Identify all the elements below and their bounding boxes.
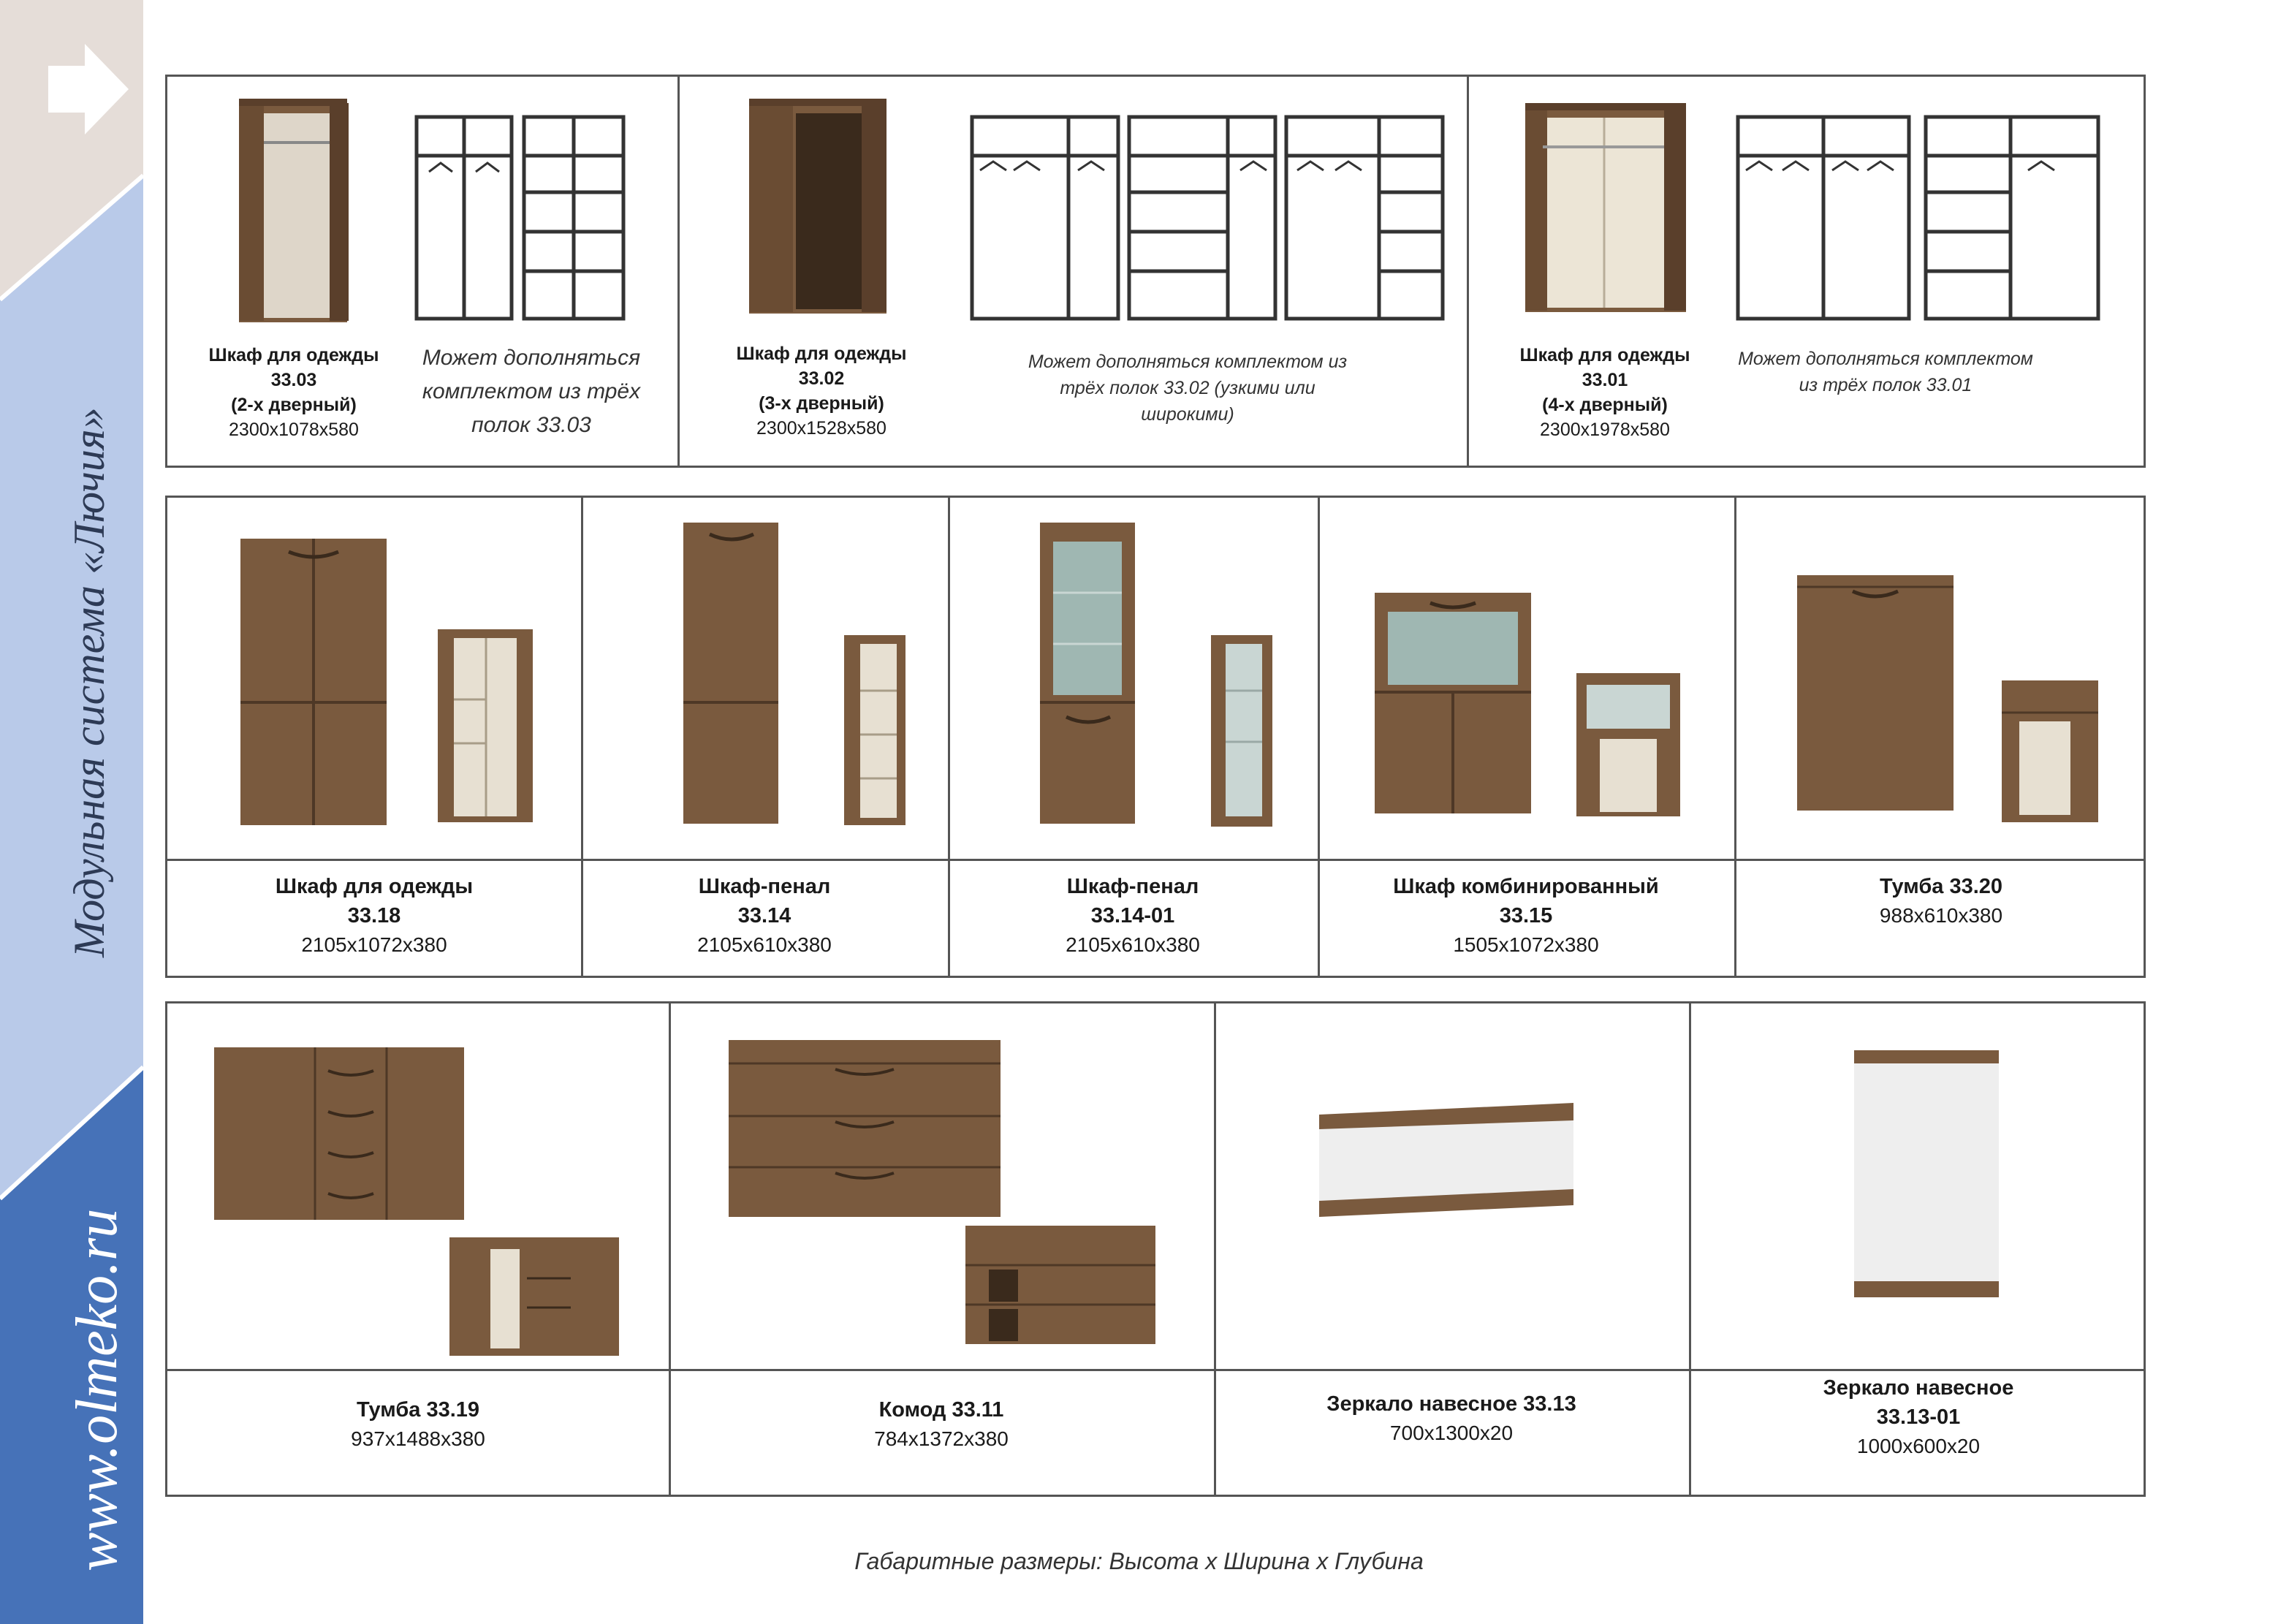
dimensions-legend: Габаритные размеры: Высота х Ширина х Глубина — [854, 1548, 1424, 1574]
website-link[interactable]: www.olmeko.ru — [65, 1208, 129, 1571]
sideboard-33-19-open-image — [447, 1234, 622, 1359]
shelves-note: Может дополняться комплектом из трёх полок 33.03 — [422, 346, 641, 437]
wardrobe-caption — [730, 341, 913, 441]
product-name: Комод 33.11 — [878, 1398, 1004, 1422]
product-dimensions: 2300x1078x580 — [229, 420, 359, 440]
product-code: 33.14 — [737, 904, 791, 927]
product-code: 33.03 — [270, 370, 317, 390]
side-band — [0, 0, 143, 1624]
sideboards-mirrors-panel — [165, 1001, 2146, 1497]
mirror-caption — [1689, 1373, 2148, 1461]
product-code: 33.14-01 — [1090, 904, 1175, 927]
wardrobe-2-door-image — [235, 99, 352, 322]
product-dimensions: 2105x610x380 — [697, 933, 832, 956]
product-dimensions: 784x1372x380 — [874, 1427, 1009, 1450]
product-doors: (2-х дверный) — [231, 395, 357, 415]
cabinet-caption — [167, 872, 581, 960]
cabinet-caption — [1318, 872, 1734, 960]
shelves-note: Может дополняться комплектом из трёх полок 33.01 — [1738, 349, 2033, 395]
product-name: Зеркало навесное 33.13 — [1326, 1392, 1576, 1416]
product-name: Шкаф-пенал — [698, 875, 831, 898]
product-code: 33.13-01 — [1876, 1405, 1961, 1429]
nightstand-33-20-image — [1794, 572, 1956, 813]
wardrobe-33-18-image — [238, 536, 391, 828]
wardrobe-4-door-image — [1521, 103, 1690, 315]
product-dimensions: 2105x610x380 — [1066, 933, 1200, 956]
sideboard-caption — [167, 1395, 669, 1454]
cabinet-caption — [948, 872, 1318, 960]
product-dimensions: 988x610x380 — [1879, 904, 2003, 927]
dresser-caption — [669, 1395, 1214, 1454]
cabinet-caption — [581, 872, 948, 960]
cabinet-33-14-01-image — [1037, 520, 1138, 827]
cabinet-33-15-image — [1372, 590, 1534, 816]
sideboard-33-19-image — [211, 1044, 467, 1224]
cabinets-panel — [165, 496, 2146, 978]
product-doors: (4-х дверный) — [1542, 395, 1668, 415]
product-name: Тумба 33.20 — [1879, 875, 2003, 898]
product-name: Зеркало навесное — [1823, 1376, 2014, 1400]
wardrobe-3-door-shelves-diagram — [970, 115, 1445, 321]
cabinet-caption — [1734, 872, 2148, 930]
product-code: 33.02 — [798, 368, 845, 389]
product-name: Шкаф комбинированный — [1393, 875, 1659, 898]
cabinet-33-14-image — [680, 520, 781, 827]
product-name: Шкаф для одежды — [1519, 345, 1690, 365]
product-name: Шкаф для одежды — [736, 344, 907, 364]
mirror-33-13-image — [1316, 1100, 1576, 1220]
wardrobes-panel — [165, 75, 2146, 468]
dresser-33-11-image — [726, 1037, 1003, 1220]
product-dimensions: 2300x1978x580 — [1540, 420, 1670, 440]
cabinet-33-15-open-image — [1573, 670, 1683, 819]
shelves-note: Может дополняться комплектом из трёх полок 33.02 (узкими или широкими) — [1028, 352, 1348, 425]
product-name: Тумба 33.19 — [356, 1398, 480, 1422]
product-code: 33.18 — [347, 904, 401, 927]
mirror-caption — [1214, 1389, 1689, 1448]
product-name: Шкаф-пенал — [1066, 875, 1199, 898]
dresser-33-11-open-image — [963, 1223, 1158, 1347]
product-dimensions: 1000x600x20 — [1856, 1435, 1981, 1457]
product-dimensions: 2300x1528x580 — [756, 418, 886, 439]
product-code: 33.01 — [1582, 370, 1628, 390]
wardrobe-caption — [188, 343, 400, 442]
product-dimensions: 1505x1072x380 — [1453, 933, 1599, 956]
wardrobe-2-door-shelves-diagram — [414, 115, 626, 321]
product-code: 33.15 — [1499, 904, 1553, 927]
product-dimensions: 700x1300x20 — [1389, 1422, 1514, 1444]
wardrobe-33-18-open-image — [435, 626, 536, 825]
product-name: Шкаф для одежды — [275, 875, 474, 898]
product-dimensions: 2105x1072x380 — [301, 933, 447, 956]
cabinet-33-14-open-image — [841, 632, 908, 828]
product-dimensions: 937x1488x380 — [351, 1427, 485, 1450]
product-doors: (3-х дверный) — [759, 393, 884, 414]
wardrobe-4-door-shelves-diagram — [1736, 115, 2101, 321]
wardrobe-3-door-image — [745, 99, 891, 315]
nightstand-33-20-open-image — [1999, 678, 2101, 825]
mirror-33-13-01-image — [1851, 1047, 2002, 1300]
wardrobe-caption — [1514, 343, 1696, 442]
series-title: Модульная система «Лючия» — [65, 407, 113, 957]
product-name: Шкаф для одежды — [208, 345, 379, 365]
cabinet-33-14-01-open-image — [1208, 632, 1275, 830]
